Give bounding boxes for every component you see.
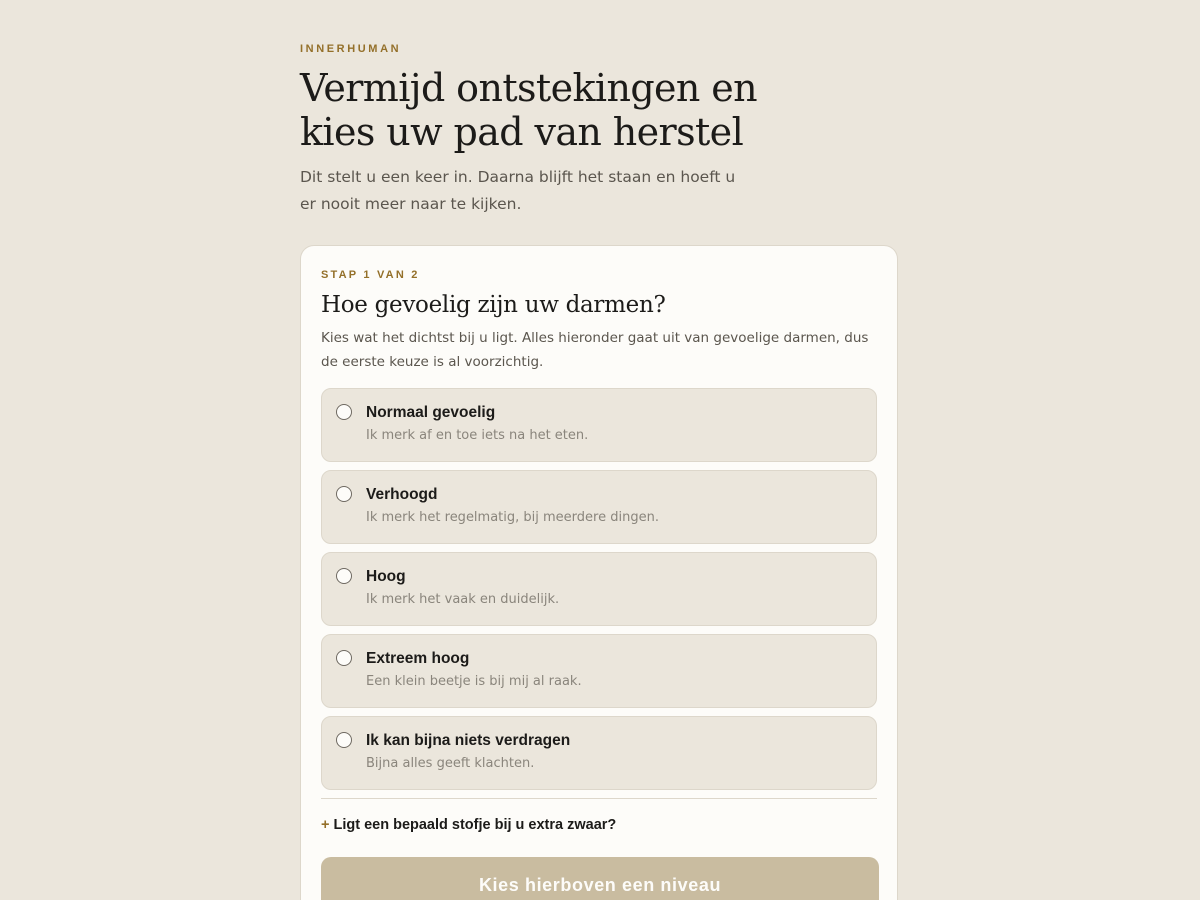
option-list (321, 388, 877, 790)
option-description: Een klein beetje is bij mij al raak. (366, 674, 582, 689)
option-title: Normaal gevoelig (366, 404, 496, 421)
radio-button[interactable] (336, 568, 352, 584)
plus-icon: + (321, 817, 330, 833)
radio-button[interactable] (336, 404, 352, 420)
option-bijna-niets-verdragen[interactable] (321, 716, 877, 790)
option-normaal-gevoelig[interactable] (321, 388, 877, 462)
radio-button[interactable] (336, 486, 352, 502)
extra-substance-toggle[interactable] (321, 815, 877, 835)
option-description: Ik merk het regelmatig, bij meerdere dingen. (366, 510, 659, 525)
header (300, 42, 900, 218)
page-title: Vermijd ontstekingen en kies uw pad van herstel (300, 66, 758, 154)
option-title: Ik kan bijna niets verdragen (366, 732, 571, 749)
page-subtitle: Dit stelt u een keer in. Daarna blijft het staan en hoeft u er nooit meer naar te kijken. (300, 168, 736, 213)
option-description: Bijna alles geeft klachten. (366, 756, 535, 771)
divider (321, 798, 877, 799)
extra-substance-label: Ligt een bepaald stofje bij u extra zwaar? (333, 817, 617, 833)
option-title: Verhoogd (366, 486, 438, 503)
option-hoog[interactable] (321, 552, 877, 626)
question-intro: Kies wat het dichtst bij u ligt. Alles hieronder gaat uit van gevoelige darmen, dus de eerste keuze is al voorzichtig. (321, 330, 869, 370)
option-title: Extreem hoog (366, 650, 470, 667)
option-extreem-hoog[interactable] (321, 634, 877, 708)
option-title: Hoog (366, 568, 406, 585)
brand-label: INNERHUMAN (300, 43, 402, 55)
question-title: Hoe gevoelig zijn uw darmen? (321, 292, 666, 318)
radio-button[interactable] (336, 732, 352, 748)
step-indicator: STAP 1 VAN 2 (321, 269, 420, 281)
option-description: Ik merk af en toe iets na het eten. (366, 428, 589, 443)
sensitivity-card (300, 245, 898, 900)
option-description: Ik merk het vaak en duidelijk. (366, 592, 560, 607)
option-verhoogd[interactable] (321, 470, 877, 544)
choose-level-button[interactable]: Kies hierboven een niveau (321, 857, 879, 900)
radio-button[interactable] (336, 650, 352, 666)
